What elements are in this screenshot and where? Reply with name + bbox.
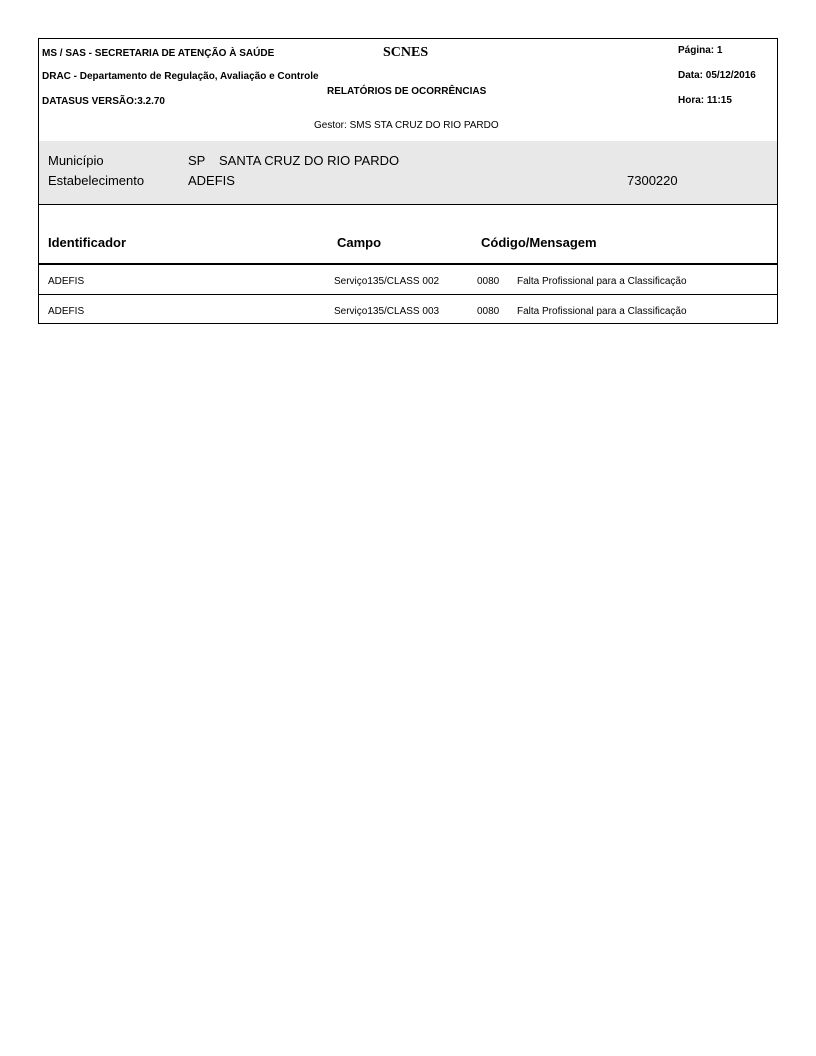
column-header-identificador: Identificador	[48, 235, 127, 250]
page-number: Página: 1	[678, 45, 723, 56]
uf: SP	[188, 153, 206, 168]
table-row-1-identificador: ADEFIS	[48, 276, 85, 287]
org-name: MS / SAS - SECRETARIA DE ATENÇÃO À SAÚDE	[42, 48, 275, 59]
gestor: Gestor: SMS STA CRUZ DO RIO PARDO	[314, 120, 499, 131]
system-version: DATASUS VERSÃO:3.2.70	[42, 96, 165, 107]
table-row-2-campo: Serviço135/CLASS 003	[334, 306, 440, 317]
row-divider	[38, 294, 778, 295]
cnes-code: 7300220	[627, 173, 678, 188]
column-header-codigo-mensagem: Código/Mensagem	[481, 235, 597, 250]
table-row-1-codigo: 0080	[477, 276, 500, 287]
report-title: RELATÓRIOS DE OCORRÊNCIAS	[327, 86, 487, 97]
estabelecimento-name: ADEFIS	[188, 173, 235, 188]
table-row-2-mensagem: Falta Profissional para a Classificação	[517, 306, 687, 317]
table-row-2-identificador: ADEFIS	[48, 306, 85, 317]
department: DRAC - Departamento de Regulação, Avaliação e Controle	[42, 71, 319, 82]
report-date: Data: 05/12/2016	[678, 70, 756, 81]
municipio-label: Município	[48, 153, 104, 168]
system-title: SCNES	[383, 45, 429, 60]
estabelecimento-label: Estabelecimento	[48, 173, 145, 188]
header-divider	[38, 263, 778, 265]
table-row-1-mensagem: Falta Profissional para a Classificação	[517, 276, 687, 287]
report-time: Hora: 11:15	[678, 95, 732, 106]
column-header-campo: Campo	[337, 235, 382, 250]
table-row-2-codigo: 0080	[477, 306, 500, 317]
table-row-1-campo: Serviço135/CLASS 002	[334, 276, 440, 287]
municipio-name: SANTA CRUZ DO RIO PARDO	[219, 153, 400, 168]
